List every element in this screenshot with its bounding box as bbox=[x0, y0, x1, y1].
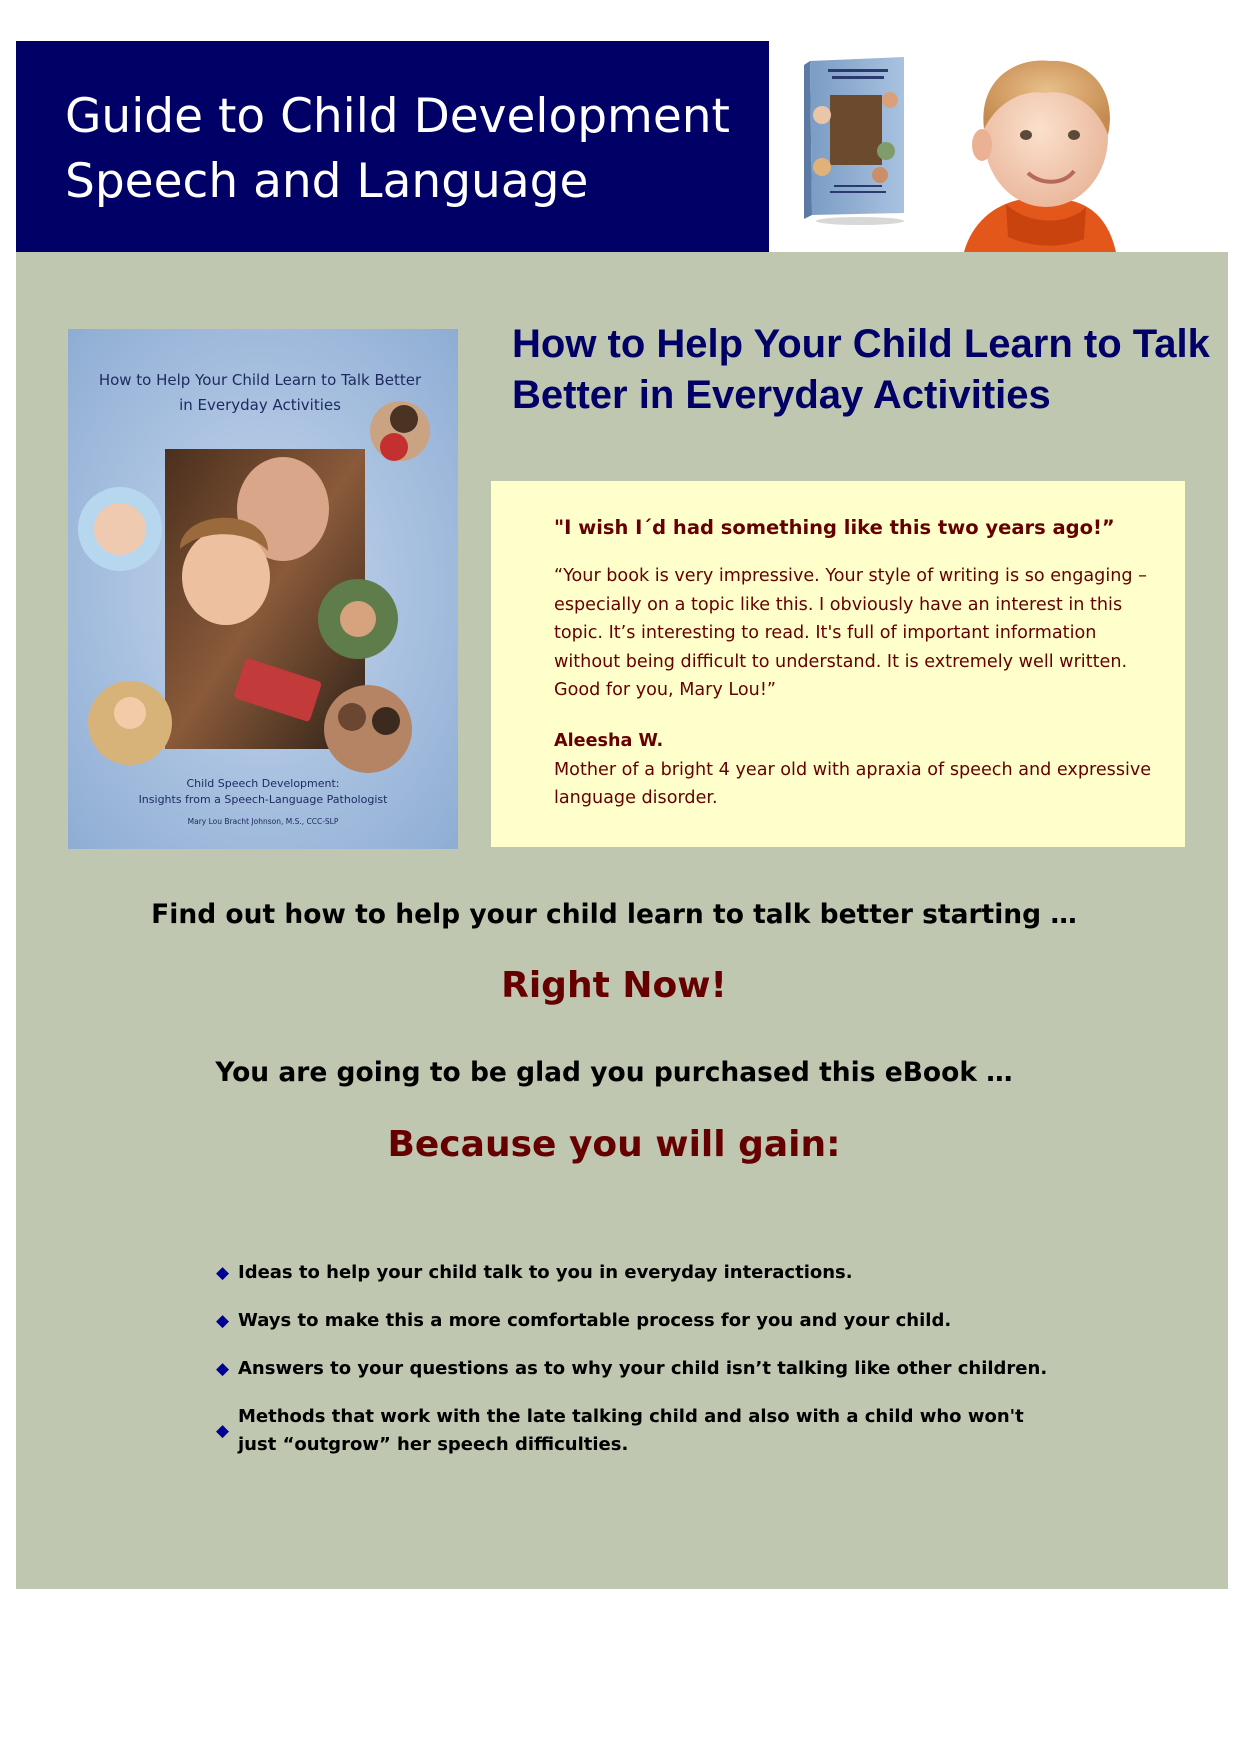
banner-book-image bbox=[800, 55, 908, 226]
list-item bbox=[216, 1355, 1116, 1383]
diamond-bullet-icon: ◆ bbox=[216, 1311, 230, 1331]
benefit-text: Ways to make this a more comfortable process for you and your child. bbox=[238, 1310, 952, 1331]
testimonial-box bbox=[491, 481, 1185, 847]
list-item bbox=[216, 1403, 1116, 1459]
cover-title-line-2: in Everyday Activities bbox=[179, 396, 341, 414]
gain-heading: Because you will gain: bbox=[387, 1124, 841, 1165]
diamond-bullet-icon: ◆ bbox=[216, 1263, 230, 1283]
benefit-text: Answers to your questions as to why your child isn’t talking like other children. bbox=[238, 1358, 1048, 1379]
list-item bbox=[216, 1259, 1116, 1287]
headline: How to Help Your Child Learn to Talk Better in Everyday Activities bbox=[512, 322, 1210, 417]
testimonial-author-name: Aleesha W. bbox=[554, 731, 664, 751]
cover-title-line-1: How to Help Your Child Learn to Talk Better bbox=[98, 371, 422, 389]
benefit-text: Methods that work with the late talking child and also with a child who won't just “outgrow” her speech difficulties. bbox=[238, 1406, 1024, 1455]
testimonial-body: “Your book is very impressive. Your style of writing is so engaging – especially on a topic like this. I obviously have an interest in this topic. It’s interesting to read. It's full of important information without being difficult to understand. It is extremely well written. Good for you, Mary Lou!” bbox=[554, 566, 1147, 700]
right-now-heading: Right Now! bbox=[501, 965, 727, 1006]
testimonial-author-description: Mother of a bright 4 year old with apraxia of speech and expressive language disorder. bbox=[554, 760, 1152, 808]
banner-title-box bbox=[16, 41, 769, 252]
benefit-text: Ideas to help your child talk to you in everyday interactions. bbox=[238, 1262, 853, 1283]
glad-line: You are going to be glad you purchased this eBook … bbox=[215, 1057, 1013, 1088]
benefits-list bbox=[216, 1259, 1116, 1479]
find-out-line: Find out how to help your child learn to talk better starting … bbox=[151, 899, 1077, 930]
cover-author: Mary Lou Bracht Johnson, M.S., CCC-SLP bbox=[187, 817, 339, 826]
child-photo bbox=[946, 49, 1176, 252]
banner-title-line-1: Guide to Child Development bbox=[65, 89, 730, 144]
list-item bbox=[216, 1307, 1116, 1335]
banner bbox=[16, 41, 1228, 252]
diamond-bullet-icon: ◆ bbox=[216, 1421, 230, 1441]
book-cover-image bbox=[68, 329, 458, 849]
cover-subtitle-line-1: Child Speech Development: bbox=[186, 777, 340, 790]
diamond-bullet-icon: ◆ bbox=[216, 1359, 230, 1379]
banner-title-line-2: Speech and Language bbox=[65, 154, 589, 209]
page-panel bbox=[16, 41, 1228, 1589]
testimonial-quote-heading: "I wish I´d had something like this two years ago!” bbox=[554, 516, 1115, 539]
cover-subtitle-line-2: Insights from a Speech-Language Pathologist bbox=[138, 793, 388, 806]
